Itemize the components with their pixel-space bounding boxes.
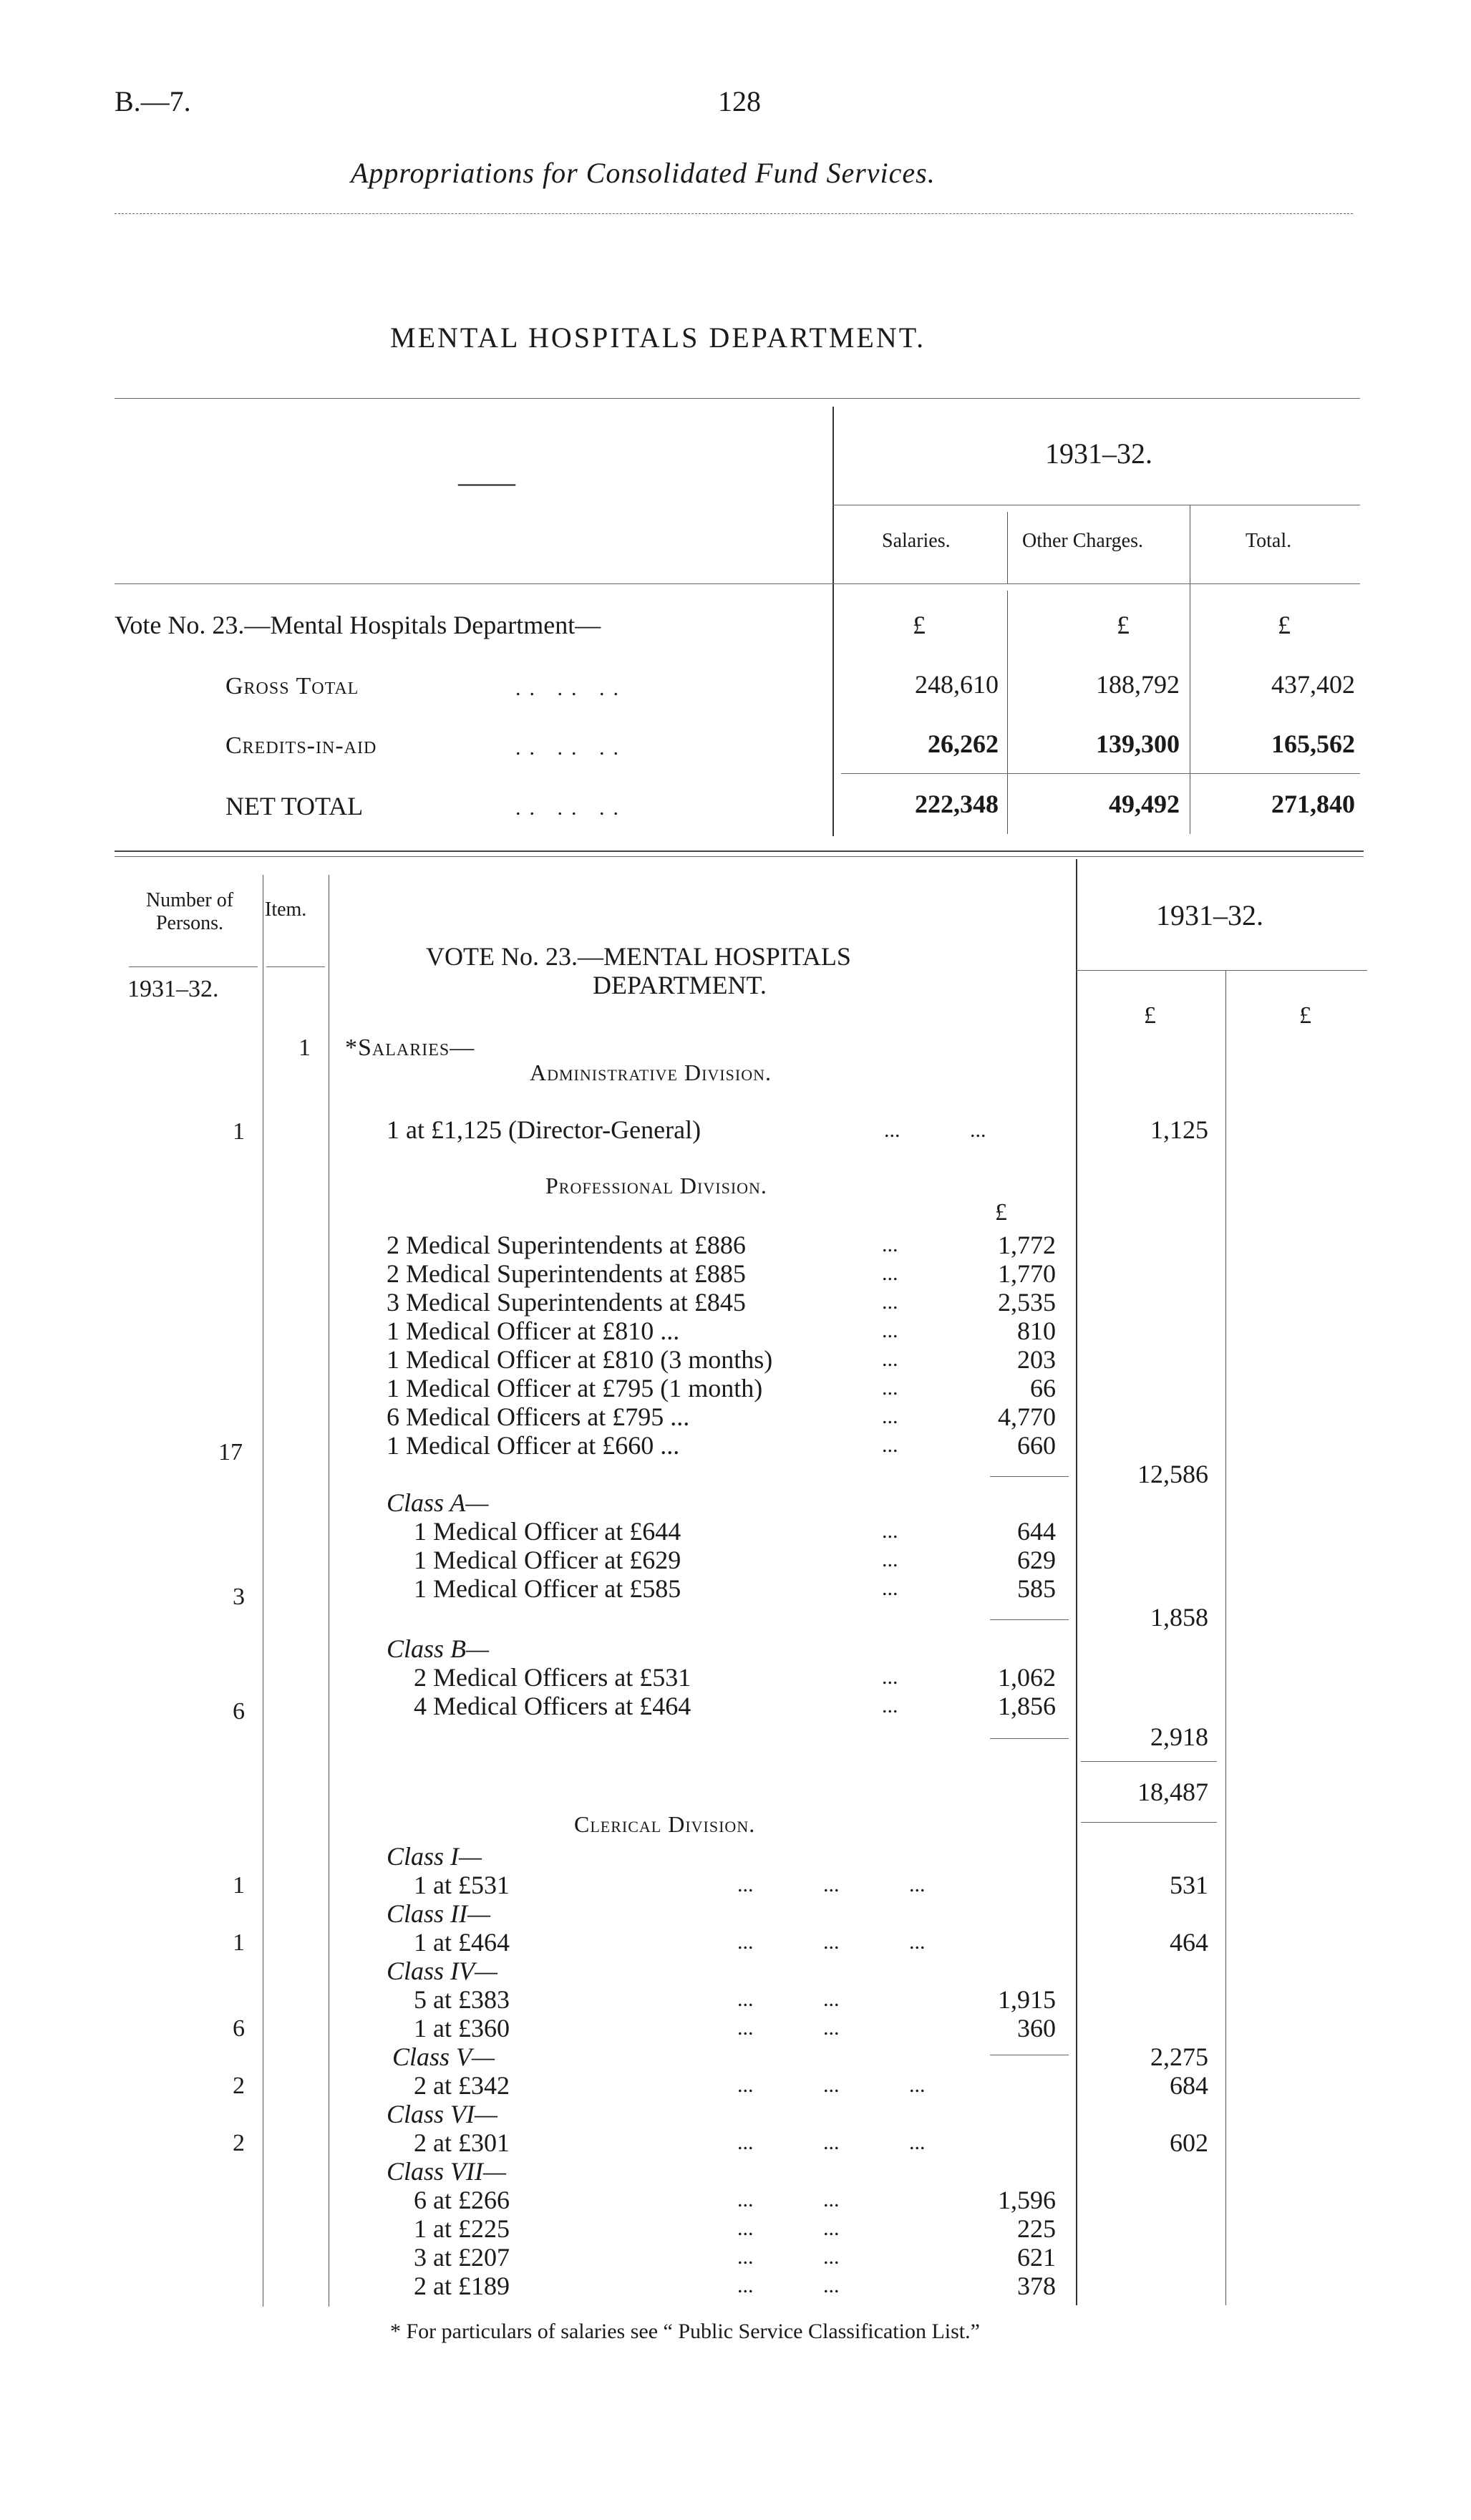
director-row: 1 at £1,125 (Director-General) [387,1115,701,1144]
detail-year: 1931–32. [1156,899,1263,931]
class-iv-subtotal: 2,275 [1150,2042,1208,2071]
list-item-amount: 629 [1017,1546,1056,1574]
summary-row-label: Gross Total [225,673,359,699]
list-item: 1 at £531 [414,1871,510,1899]
summary-row-dots: .. .. .. [515,677,627,700]
persons-year: 1931–32. [127,976,219,1002]
list-item-amount: 1,856 [998,1692,1056,1720]
list-item-dots: ... ... [737,2016,840,2040]
summary-bottom-rule-2 [115,856,1364,857]
list-item-amount: 1,915 [998,1985,1056,2014]
summary-value: 271,840 [1271,790,1355,818]
list-item-total: 464 [1170,1928,1208,1957]
list-item: 1 Medical Officer at £660 ... [387,1431,680,1460]
list-item-amount: 621 [1017,2243,1056,2272]
admin-division-heading: Administrative Division. [530,1060,772,1085]
list-item-dots: ... [882,1347,898,1371]
professional-division-heading: Professional Division. [545,1173,767,1198]
class-a-heading: Class A— [387,1488,489,1517]
list-item-dots: ... ... ... [737,1873,926,1896]
persons-count: 1 [233,1872,245,1899]
persons-head-rule [129,966,258,967]
persons-count: 2 [233,2073,245,2099]
list-item-dots: ... ... [737,2216,840,2240]
list-item: 2 at £342 [414,2071,510,2100]
list-item: 1 at £464 [414,1928,510,1957]
salaries-heading: *Salaries— [345,1034,475,1061]
list-item: 3 Medical Superintendents at £845 [387,1288,746,1317]
detail-pound-1: £ [1144,1002,1156,1029]
summary-year: 1931–32. [1045,437,1152,470]
detail-col-rule-amount [1076,859,1077,2305]
summary-value: 248,610 [915,670,999,699]
summary-divider [832,407,834,836]
summary-row-dots: .. .. .. [515,736,627,760]
list-item: 1 Medical Officer at £629 [414,1546,681,1574]
class-ii-heading: Class II— [387,1899,491,1928]
list-item-amount: 1,772 [998,1231,1056,1259]
summary-dash: —— [458,466,515,498]
summary-col-total: Total. [1246,530,1292,552]
list-item-dots: ... [882,1433,898,1457]
page-reference: B.—7. [115,85,191,117]
page-number: 128 [718,85,761,117]
list-item: 1 at £360 [414,2014,510,2042]
summary-pound-1: £ [913,611,926,639]
persons-count: 1 [233,1118,245,1145]
persons-count: 17 [218,1439,243,1465]
list-item-dots: ... ... [737,2274,840,2297]
list-item: 1 Medical Officer at £810 ... [387,1317,680,1345]
detail-year-rule [1076,970,1367,971]
list-item-amount: 2,535 [998,1288,1056,1317]
summary-subtotal-rule [841,773,1360,774]
page-title: MENTAL HOSPITALS DEPARTMENT. [390,321,926,354]
persons-count: 2 [233,2130,245,2156]
class-vi-heading: Class VI— [387,2100,498,2128]
vote-title-line-1: VOTE No. 23.—MENTAL HOSPITALS [426,942,851,971]
list-item: 6 at £266 [414,2186,510,2214]
page-subtitle: Appropriations for Consolidated Fund Services. [351,157,936,189]
subtotal-rule [990,1738,1069,1739]
list-item-dots: ... ... [737,2188,840,2211]
list-item-dots: ... ... ... [737,2073,926,2097]
summary-value: 165,562 [1271,730,1355,758]
summary-row-label: NET TOTAL [225,792,364,820]
list-item: 2 Medical Superintendents at £886 [387,1231,746,1259]
list-item: 1 at £225 [414,2214,510,2243]
professional-subtotal: 12,586 [1137,1460,1208,1488]
list-item-amount: 225 [1017,2214,1056,2243]
clerical-division-heading: Clerical Division. [574,1811,756,1837]
list-item-amount: 360 [1017,2014,1056,2042]
list-item-amount: 203 [1017,1345,1056,1374]
summary-pound-2: £ [1117,611,1130,639]
professional-grand-total: 18,487 [1137,1778,1208,1806]
summary-row-label: Credits-in-aid [225,732,377,759]
persons-count: 1 [233,1929,245,1956]
list-item-amount: 1,770 [998,1259,1056,1288]
list-item-dots: ... [882,1319,898,1342]
list-item-total: 531 [1170,1871,1208,1899]
summary-vote-label: Vote No. 23.—Mental Hospitals Department— [115,611,601,639]
list-item: 1 Medical Officer at £644 [414,1517,681,1546]
list-item-amount: 1,062 [998,1663,1056,1692]
summary-value: 139,300 [1096,730,1180,758]
class-v-heading: Class V— [392,2042,495,2071]
class-a-subtotal: 1,858 [1150,1603,1208,1632]
persons-count: 3 [233,1584,245,1610]
footnote: * For particulars of salaries see “ Public Service Classification List.” [390,2320,980,2343]
persons-count: 6 [233,1698,245,1725]
list-item: 4 Medical Officers at £464 [414,1692,691,1720]
class-iv-heading: Class IV— [387,1957,498,1985]
list-item-amount: 4,770 [998,1402,1056,1431]
list-item-dots: ... [882,1290,898,1314]
list-item-total: 684 [1170,2071,1208,2100]
summary-value: 188,792 [1096,670,1180,699]
list-item: 1 Medical Officer at £810 (3 months) [387,1345,773,1374]
list-item: 1 Medical Officer at £795 (1 month) [387,1374,763,1402]
summary-value: 26,262 [928,730,999,758]
header-rule [115,213,1353,214]
grand-subtotal-rule-top [1081,1761,1217,1762]
summary-col-divider-1 [1007,512,1008,583]
list-item-dots: ... [882,1519,898,1543]
summary-value: 222,348 [915,790,999,818]
director-total: 1,125 [1150,1115,1208,1144]
director-dots: ... ... [884,1118,986,1142]
summary-row-dots: .. .. .. [515,796,627,820]
list-item: 2 Medical Superintendents at £885 [387,1259,746,1288]
list-item-dots: ... ... ... [737,1930,926,1954]
summary-pound-3: £ [1278,611,1291,639]
class-vii-heading: Class VII— [387,2157,507,2186]
summary-col-other: Other Charges. [1022,530,1143,552]
summary-col-divider-1b [1007,591,1008,834]
list-item: 1 Medical Officer at £585 [414,1574,681,1603]
summary-value: 437,402 [1271,670,1355,699]
list-item-amount: 585 [1017,1574,1056,1603]
list-item: 2 Medical Officers at £531 [414,1663,691,1692]
list-item-dots: ... [882,1548,898,1571]
col-head-item: Item. [265,898,307,921]
class-b-subtotal: 2,918 [1150,1722,1208,1751]
list-item: 3 at £207 [414,2243,510,2272]
list-item-amount: 1,596 [998,2186,1056,2214]
list-item-dots: ... [882,1376,898,1400]
summary-header-rule [115,583,1360,584]
item-number: 1 [298,1034,311,1061]
summary-top-rule [115,398,1360,399]
subtotal-rule [990,1476,1069,1477]
col-head-persons: Number of Persons. [145,889,234,934]
detail-col-rule-total [1225,971,1226,2305]
list-item: 6 Medical Officers at £795 ... [387,1402,690,1431]
persons-count: 6 [233,2015,245,2042]
class-i-heading: Class I— [387,1842,482,1871]
summary-value: 49,492 [1109,790,1180,818]
summary-col-salaries: Salaries. [882,530,951,552]
list-item-dots: ... [882,1405,898,1428]
list-item-dots: ... [882,1576,898,1600]
subtotal-rule [990,1619,1069,1620]
list-item-total: 602 [1170,2128,1208,2157]
list-item-dots: ... [882,1665,898,1689]
summary-bottom-rule [115,850,1364,852]
list-item-dots: ... ... [737,1987,840,2011]
vote-title-line-2: DEPARTMENT. [593,971,767,999]
list-item-dots: ... ... [737,2245,840,2269]
list-item-amount: 660 [1017,1431,1056,1460]
item-head-rule [266,966,325,967]
inner-pound: £ [995,1199,1007,1226]
list-item-dots: ... [882,1233,898,1256]
list-item-amount: 378 [1017,2272,1056,2300]
list-item: 5 at £383 [414,1985,510,2014]
list-item-dots: ... [882,1694,898,1717]
detail-pound-2: £ [1299,1002,1311,1029]
list-item: 2 at £301 [414,2128,510,2157]
list-item-dots: ... ... ... [737,2131,926,2154]
list-item-amount: 810 [1017,1317,1056,1345]
class-b-heading: Class B— [387,1634,490,1663]
list-item-amount: 644 [1017,1517,1056,1546]
list-item-amount: 66 [1030,1374,1056,1402]
list-item: 2 at £189 [414,2272,510,2300]
list-item-dots: ... [882,1261,898,1285]
grand-subtotal-rule-bottom [1081,1822,1217,1823]
